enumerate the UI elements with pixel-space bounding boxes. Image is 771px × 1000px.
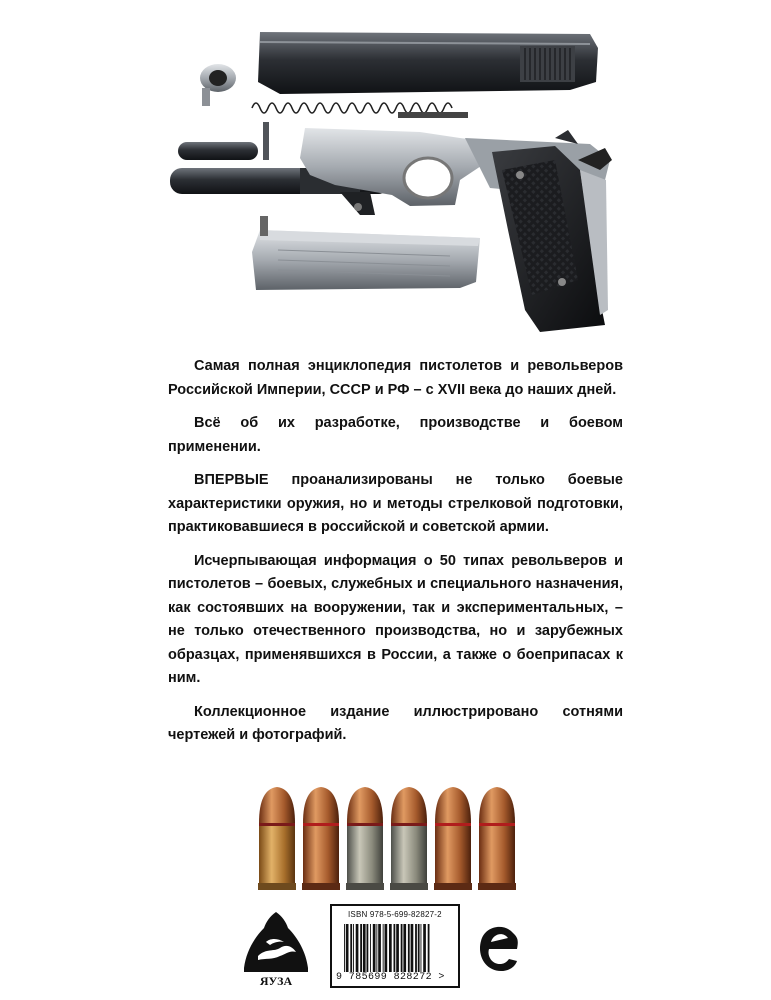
barcode-bar — [346, 924, 349, 972]
paragraph-3: ВПЕРВЫЕ проанализированы не только боевые характеристики оружия, но и методы стрелковой подготовки, практиковавшиеся в российской и советской армии. — [168, 472, 623, 535]
barcode-bar — [385, 924, 388, 972]
barcode-bar — [418, 924, 420, 972]
imprint-logo — [473, 921, 523, 977]
barcode-bar — [411, 924, 414, 972]
hammer-part — [555, 130, 578, 144]
barcode-bar — [344, 924, 345, 972]
guide-rod-part — [398, 112, 468, 118]
barcode-bar — [383, 924, 384, 972]
barcode-bar — [396, 924, 399, 972]
barcode-bar — [350, 924, 352, 972]
barcode-bar — [360, 924, 362, 972]
slide-part — [258, 32, 598, 94]
barcode-bar — [428, 924, 430, 972]
barcode-bar — [423, 924, 426, 972]
barcode-bar — [353, 924, 354, 972]
pin-part — [263, 122, 269, 160]
isbn-barcode-box — [330, 904, 460, 988]
paragraph-4: Исчерпывающая информация о 50 типах револьверов и пистолетов – боевых, служебных и специального назначения, как состоявших на вооружении, так и экспериментальных, – не только отечественного производства, но и зарубежных образцах, применявшихся в России, а также о боеприпасах к ним. — [168, 552, 623, 686]
barrel-bushing-part — [200, 64, 236, 106]
cartridge-1 — [258, 787, 296, 890]
spring-plug-part — [178, 142, 258, 160]
cartridge-4 — [390, 787, 428, 890]
barcode-bar — [356, 924, 359, 972]
barcode-bar — [389, 924, 392, 972]
barcode-bar — [415, 924, 417, 972]
publisher-name: ЯУЗА — [259, 974, 293, 988]
description-text — [168, 355, 623, 758]
cartridge-2 — [302, 787, 340, 890]
barcode-bar — [367, 924, 369, 972]
barcode-bar — [376, 924, 377, 972]
paragraph-2: Всё об их разработке, производстве и боевом применении. — [168, 415, 623, 455]
barcode-bar — [373, 924, 376, 972]
cartridge-6 — [478, 787, 516, 890]
barcode-bar — [408, 924, 410, 972]
disassembled-pistol-image — [160, 20, 625, 350]
barcode-bar — [403, 924, 406, 972]
paragraph-5: Коллекционное издание иллюстрировано сотнями чертежей и фотографий. — [168, 703, 623, 743]
barcode-bar — [394, 924, 396, 972]
recoil-spring-part — [252, 103, 452, 113]
magazine-part — [252, 216, 480, 290]
paragraph-1: Самая полная энциклопедия пистолетов и револьверов Российской Империи, СССР и РФ – с XVII века до наших дней. — [168, 358, 623, 398]
barcode-bar — [378, 924, 381, 972]
barcode-bar — [401, 924, 403, 972]
publisher-logo — [240, 908, 312, 988]
cartridge-5 — [434, 787, 472, 890]
ean-digits: 9 785699 828272 > — [336, 972, 445, 983]
barcode-bar — [421, 924, 422, 972]
cartridge-3 — [346, 787, 384, 890]
barcode-bar — [370, 924, 371, 972]
barcode — [342, 924, 450, 972]
isbn-label: ISBN 978-5-699-82827-2 — [348, 910, 442, 919]
barcode-bar — [363, 924, 366, 972]
cartridges-image — [255, 783, 525, 893]
